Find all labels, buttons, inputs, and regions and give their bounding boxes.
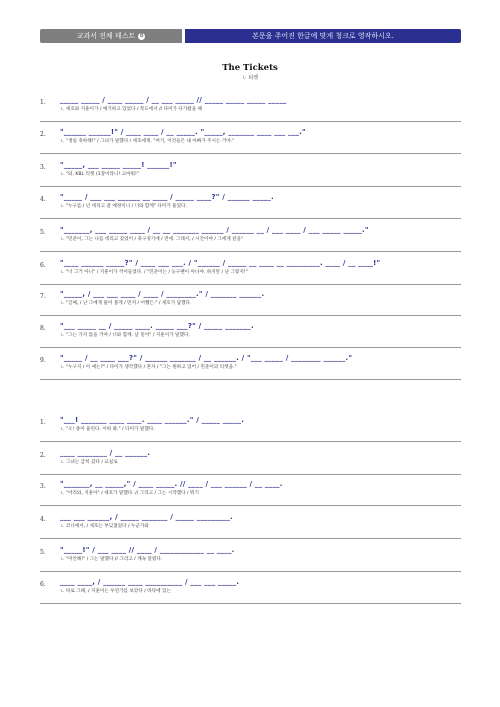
- divider-line: [40, 284, 461, 285]
- divider-line: [40, 474, 461, 475]
- item-number: 3.: [40, 164, 46, 171]
- answer-blanks[interactable]: ____ ________ / __ ______.: [60, 449, 151, 457]
- answer-blanks[interactable]: "______ ______!" / ____ ____ / __ _____. "_____, _______ ____ ___ ___.": [60, 128, 306, 136]
- answer-blanks[interactable]: "_______, __ _____," / ____ _____. // ____ / ___ ______ / __ ____.: [60, 480, 283, 488]
- answer-blanks[interactable]: "_____, ___ _____ _____! ______!": [60, 161, 177, 169]
- divider-line: [40, 379, 461, 380]
- answer-blanks[interactable]: "_____, / ___ ___ ____ / ____ / ________." / _______ ______.: [60, 290, 265, 298]
- answer-blanks[interactable]: ____ ____, / ______ ____ __________ / ___ ___ _____.: [60, 578, 240, 586]
- test-label-text: 교과서 전체 테스트: [76, 32, 136, 40]
- item-number: 6.: [40, 581, 46, 588]
- korean-hint: ㄴ "와, KBL 티켓 (1장이라니! 고마워!": [60, 172, 139, 177]
- korean-hint: ㄴ 바로 그때, / 지훈이는 우연가를 보았다 / 바닥에 있는: [60, 589, 171, 594]
- item-number: 1.: [40, 419, 46, 426]
- answer-blanks[interactable]: "_____ / ___ ___ ______ __ ____ / _____ ____?" / ______ _____.: [60, 193, 274, 201]
- item-number: 8.: [40, 325, 46, 332]
- item-number: 4.: [40, 196, 46, 203]
- answer-blanks[interactable]: "___! _______ ____ ____. ____ ______." / _____ _____.: [60, 416, 245, 424]
- answer-blanks[interactable]: "_____ / __ ____ ___?" / ______ _______ / __ ______. / "___ _____ / ________ ______.": [60, 354, 353, 362]
- korean-hint: ㄴ "누구지 / 이 애는?" / 다미가 생각했다 / 혼자 / "그는 원하고 있어 / 민준이의 티켓을.": [60, 365, 237, 370]
- divider-line: [40, 251, 461, 252]
- korean-hint: ㄴ "생일 축하해!" / 그녀가 말했다 / 세호에게. "여기, 이것들은 내 아빠가 주시는 거야.": [60, 139, 235, 144]
- item-number: 7.: [40, 293, 46, 300]
- divider-line: [40, 505, 461, 506]
- divider-line: [40, 218, 461, 219]
- answer-blanks[interactable]: "_____!" / ___ ____ // ____ / ____________ __ ____.: [60, 546, 235, 554]
- answer-blanks[interactable]: "_______, ___ _____ ____ / __ __ _______ ______ / ______ __ / ___ ____ / ___ _____ _____.": [60, 226, 369, 234]
- answer-blanks[interactable]: "____ ______ _____?" / ____ ___ ___. / "______ / _____ __ ____ __ _________. ____ / __ ____!": [60, 259, 381, 267]
- item-number: 3.: [40, 483, 46, 490]
- answer-blanks[interactable]: "___ _____ __ / _____ ____. _____ ___?" / _____ _______.: [60, 322, 254, 330]
- korean-hint: ㄴ "누구를 / 넌 데리고 갈 예정이니 / 너와 함께" 다미가 물었다.: [60, 204, 187, 209]
- title-block: [0, 63, 500, 81]
- divider-line: [40, 153, 461, 154]
- item-number: 2.: [40, 131, 46, 138]
- korean-hint: ㄴ 그녀는 급히 갔다 / 교실로: [60, 460, 118, 465]
- item-number: 6.: [40, 262, 46, 269]
- item-number: 5.: [40, 229, 46, 236]
- page-subtitle: ㄴ 티켓: [241, 75, 259, 81]
- answer-blanks[interactable]: _____ _____ / ____ _____ / __ ___ _____ // _____ _____ _____ _____: [60, 96, 287, 104]
- instruction-tab: [185, 29, 461, 43]
- korean-hint: ㄴ "글쎄, / 난 그에게 물어 볼게 / 먼저 / 어쨌든." / 세호가 답했다.: [60, 301, 192, 306]
- divider-line: [40, 315, 461, 316]
- korean-hint: ㄴ "민준이, 그는 나를 데리고 갔었어 / 축구경기에 / 전에. 그래서, / 시간이야 / 그에게 갚을": [60, 237, 244, 242]
- item-number: 1.: [40, 99, 46, 106]
- answer-blanks[interactable]: ___ ___ ______, / _____ _______ / _____ _________.: [60, 513, 233, 521]
- item-number: 2.: [40, 452, 46, 459]
- divider-line: [40, 571, 461, 572]
- item-number: 5.: [40, 549, 46, 556]
- header-bar: [40, 29, 461, 43]
- korean-hint: ㄴ "미안해!" / 그는 말했다 // 그리고 / 계속 달렸다.: [60, 557, 163, 562]
- korean-hint: ㄴ 코너에서, / 세호는 부딪쳤었다 / 누군가와: [60, 524, 149, 529]
- divider-line: [40, 186, 461, 187]
- korean-hint: ㄴ 세호와 지훈이가 / 얘기하고 있었다 / 복도에서 // 다미가 다가왔을 때: [60, 107, 203, 112]
- divider-line: [40, 441, 461, 442]
- item-number: 9.: [40, 357, 46, 364]
- korean-hint: ㄴ "그는 가지 않을 거야 / 너와 함께. 날 믿어" / 지훈이가 말했다.: [60, 333, 190, 338]
- divider-line: [40, 347, 461, 348]
- item-number: 4.: [40, 516, 46, 523]
- korean-hint: ㄴ "너 그거 아니" / 지훈이가 끼어들었다. / "민준이는 / 농구팬이 아니야. 하지만 / 난 그렇지!": [60, 270, 248, 275]
- test-number-badge: B: [139, 32, 144, 39]
- test-label-tab: [40, 29, 182, 43]
- page-title: The Tickets: [222, 63, 278, 73]
- instruction-text: 본문을 주어진 한글에 맞게 청크로 영작하시오.: [252, 32, 394, 40]
- divider-line: [40, 121, 461, 122]
- divider-line: [40, 603, 461, 604]
- korean-hint: ㄴ "어리와, 지훈아" / 세호가 말했다. // 그리고 / 그는 시작했다 / 뭐기: [60, 491, 199, 496]
- korean-hint: ㄴ "오! 종이 울린다. 이따 봐." / 다미가 말했다.: [60, 427, 155, 432]
- divider-line: [40, 538, 461, 539]
